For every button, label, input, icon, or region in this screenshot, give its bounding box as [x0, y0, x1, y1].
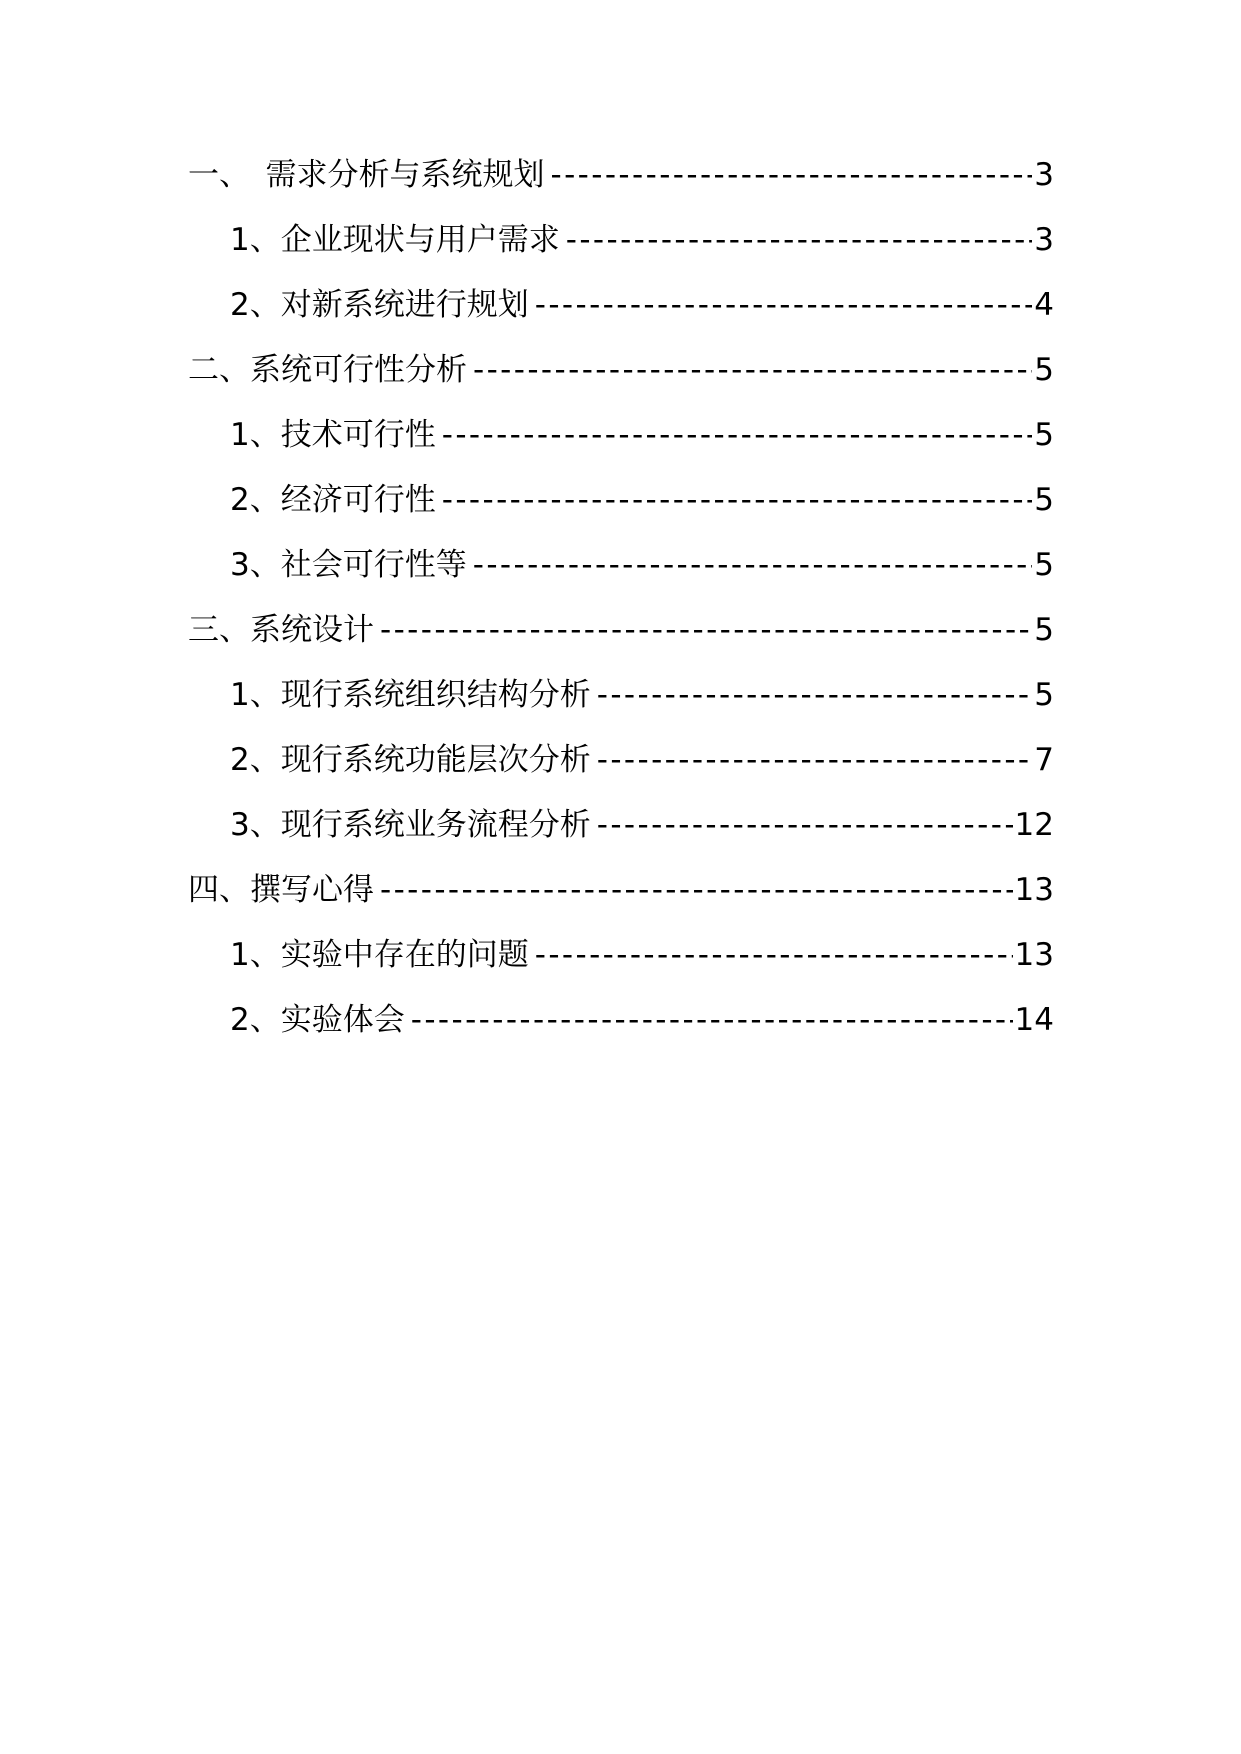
toc-entry-page-number: 13 [1014, 872, 1054, 908]
toc-entry-title: 二、系统可行性分析 [188, 352, 467, 388]
toc-entry[interactable] [188, 870, 1054, 935]
toc-entry-page-number: 5 [1034, 352, 1054, 388]
toc-entry-page-number: 5 [1034, 547, 1054, 583]
toc-entry-page-number: 5 [1034, 417, 1054, 453]
toc-entry-page-number: 5 [1034, 482, 1054, 518]
toc-dot-leader [535, 285, 1033, 325]
toc-entry-page-number: 3 [1034, 157, 1054, 193]
toc-entry-title: 1、技术可行性 [230, 417, 436, 453]
toc-entry-title: 3、社会可行性等 [230, 547, 467, 583]
toc-dot-leader [566, 220, 1033, 260]
toc-entry-page-number: 14 [1014, 1002, 1054, 1038]
toc-dot-leader [597, 805, 1013, 845]
toc-entry-title: 3、现行系统业务流程分析 [230, 807, 591, 843]
toc-entry-title: 1、企业现状与用户需求 [230, 222, 560, 258]
toc-entry-page-number: 7 [1034, 742, 1054, 778]
toc-dot-leader [442, 480, 1033, 520]
toc-entry[interactable] [188, 740, 1054, 805]
toc-entry[interactable] [188, 480, 1054, 545]
toc-dot-leader [535, 935, 1013, 975]
toc-entry-page-number: 13 [1014, 937, 1054, 973]
toc-entry-title: 1、实验中存在的问题 [230, 937, 529, 973]
toc-entry[interactable] [188, 545, 1054, 610]
toc-dot-leader [473, 545, 1033, 585]
toc-entry-page-number: 3 [1034, 222, 1054, 258]
toc-entry-title: 三、系统设计 [188, 612, 374, 648]
toc-dot-leader [597, 740, 1033, 780]
toc-entry[interactable] [188, 675, 1054, 740]
toc-entry-page-number: 5 [1034, 612, 1054, 648]
toc-entry[interactable] [188, 935, 1054, 1000]
toc-entry[interactable] [188, 220, 1054, 285]
toc-entry[interactable] [188, 155, 1054, 220]
toc-dot-leader [551, 155, 1033, 195]
toc-entry[interactable] [188, 1000, 1054, 1065]
table-of-contents [188, 155, 1054, 1065]
toc-entry-title: 2、实验体会 [230, 1002, 405, 1038]
toc-entry-title: 1、现行系统组织结构分析 [230, 677, 591, 713]
toc-dot-leader [473, 350, 1032, 390]
toc-entry[interactable] [188, 415, 1054, 480]
toc-dot-leader [411, 1000, 1013, 1040]
toc-entry-title: 一、 需求分析与系统规划 [188, 157, 545, 193]
toc-dot-leader [442, 415, 1033, 455]
toc-dot-leader [597, 675, 1033, 715]
toc-entry-title: 四、撰写心得 [188, 872, 374, 908]
toc-dot-leader [380, 610, 1032, 650]
toc-entry-title: 2、现行系统功能层次分析 [230, 742, 591, 778]
toc-entry[interactable] [188, 805, 1054, 870]
toc-entry-title: 2、对新系统进行规划 [230, 287, 529, 323]
toc-entry-title: 2、经济可行性 [230, 482, 436, 518]
toc-entry[interactable] [188, 610, 1054, 675]
toc-entry[interactable] [188, 285, 1054, 350]
toc-entry-page-number: 5 [1034, 677, 1054, 713]
toc-entry-page-number: 12 [1014, 807, 1054, 843]
toc-dot-leader [380, 870, 1013, 910]
toc-entry-page-number: 4 [1034, 287, 1054, 323]
toc-entry[interactable] [188, 350, 1054, 415]
